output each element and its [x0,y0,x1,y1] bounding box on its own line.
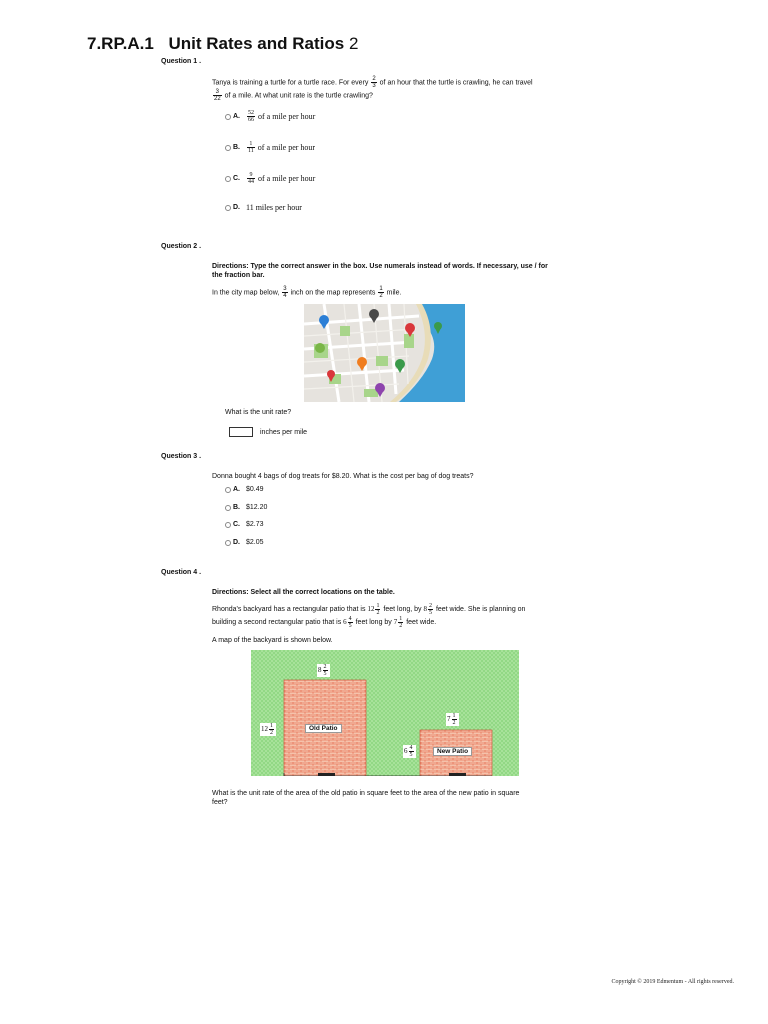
new-patio-label: New Patio [433,747,472,756]
dim-label-old-width: 8 $\frac{2}{5}$ [317,664,330,677]
radio-button[interactable] [225,540,231,546]
q3-option-b[interactable]: B. $12.20 [225,504,267,511]
q1-option-a[interactable]: A. $\frac{52}{66}$ of a mile per hour [225,110,315,123]
title-number: 2 [348,34,359,53]
radio-button[interactable] [225,114,231,120]
question-2-prompt: What is the unit rate? [225,409,292,416]
standard-code: 7.RP.A.1 [87,34,154,53]
answer-unit-label: inches per mile [260,429,308,436]
q3-option-d[interactable]: D. $2.05 [225,539,264,546]
question-2-label: Question 2 . [161,243,202,250]
question-4-directions: Directions: Select all the correct locations on the table. [212,589,395,596]
question-4-text: Rhonda's backyard has a rectangular patio that is 12 $\frac{1}{2}$ feet long, by 8 $\frac{2}{5}$ feet wide. She is planning on building a second rectangular patio that is 6 $\frac{4}{5}$ feet long by 7 $\frac{1}{2}$ feet wide. [212,603,526,629]
dim-label-old-length: 12 $\frac{1}{2}$ [260,723,276,736]
q1-option-d[interactable]: D. 11 miles per hour [225,203,302,212]
old-patio-label: Old Patio [305,724,342,733]
dim-label-new-length: 6 $\frac{4}{5}$ [403,745,416,758]
q1-option-c[interactable]: C. $\frac{9}{44}$ of a mile per hour [225,172,315,185]
copyright-footer: Copyright © 2019 Edmentum - All rights reserved. [611,979,734,985]
question-3-text: Donna bought 4 bags of dog treats for $8.20. What is the cost per bag of dog treats? [212,473,474,480]
city-map-image [304,304,465,402]
q1-option-b[interactable]: B. $\frac{1}{11}$ of a mile per hour [225,141,315,154]
radio-button[interactable] [225,487,231,493]
title-text: Unit Rates and Ratios [168,34,345,53]
question-1-text: Tanya is training a turtle for a turtle race. For every $\frac{2}{3}$ of an hour that the turtle is crawling, he can travel $\frac{3}{22}$ of a mile. At what unit rate is the turtle crawling? [212,76,533,102]
radio-button[interactable] [225,205,231,211]
radio-button[interactable] [225,505,231,511]
question-4-map-caption: A map of the backyard is shown below. [212,637,333,644]
backyard-diagram [251,650,519,776]
question-4-prompt: What is the unit rate of the area of the old patio in square feet to the area of the new patio in square feet? [212,790,520,806]
answer-input[interactable] [229,427,253,437]
radio-button[interactable] [225,522,231,528]
dim-label-new-width: 7 $\frac{1}{2}$ [446,713,459,726]
question-4-label: Question 4 . [161,569,202,576]
fraction: $\frac{2}{3}$ [372,76,376,89]
question-2-text: In the city map below, $\frac{3}{4}$ inch on the map represents $\frac{1}{2}$ mile. [212,286,402,299]
fraction: $\frac{3}{22}$ [214,89,221,102]
q3-option-a[interactable]: A. $0.49 [225,486,264,493]
q3-option-c[interactable]: C. $2.73 [225,521,264,528]
radio-button[interactable] [225,145,231,151]
question-1-label: Question 1 . [161,58,202,65]
question-2-directions: Directions: Type the correct answer in the box. Use numerals instead of words. If necessary, use / for the fraction bar. [212,263,548,279]
page-title [87,34,358,54]
question-3-label: Question 3 . [161,453,202,460]
radio-button[interactable] [225,176,231,182]
